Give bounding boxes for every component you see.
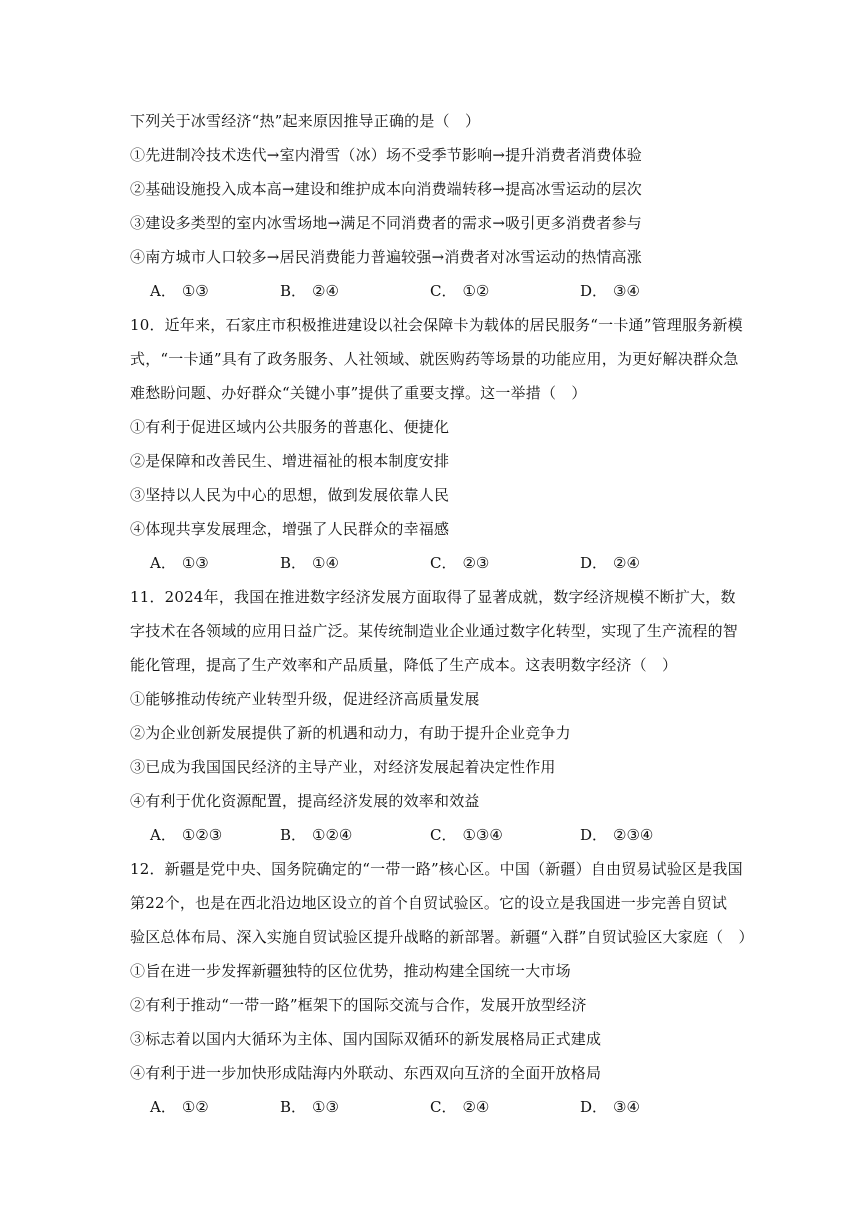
q9-item-4: ④南方城市人口较多→居民消费能力普遍较强→消费者对冰雪运动的热情高涨 [130,248,642,266]
q11-options [150,825,750,845]
q10-item-1: ①有利于促进区域内公共服务的普惠化、便捷化 [130,418,450,436]
q11-option-c: C． ①③④ [430,826,503,844]
q12-item-3: ③标志着以国内大循环为主体、国内国际双循环的新发展格局正式建成 [130,1030,602,1048]
q10-stem-line-2: 式，“一卡通”具有了政务服务、人社领域、就医购药等场景的功能应用，为更好解决群众急 [130,350,739,368]
q12-stem-line-3: 验区总体布局、深入实施自贸试验区提升战略的新部署。新疆“入群”自贸试验区大家庭（ ） [130,928,754,946]
q12-item-1: ①旨在进一步发挥新疆独特的区位优势，推动构建全国统一大市场 [130,962,571,980]
q11-option-a: A． ①②③ [150,826,223,844]
q12-option-d: D． ③④ [580,1098,640,1116]
q11-item-1: ①能够推动传统产业转型升级，促进经济高质量发展 [130,690,480,708]
q10-item-3: ③坚持以人民为中心的思想，做到发展依靠人民 [130,486,450,504]
q9-option-b: B． ②④ [280,282,339,300]
q9-option-c: C． ①② [430,282,490,300]
q9-option-a: A． ①③ [150,282,209,300]
q12-item-2: ②有利于推动“一带一路”框架下的国际交流与合作，发展开放型经济 [130,996,587,1014]
q12-option-a: A． ①② [150,1098,209,1116]
q10-stem-line-3: 难愁盼问题、办好群众“关键小事”提供了重要支撑。这一举措（ ） [130,384,587,402]
q10-option-c: C． ②③ [430,554,490,572]
q9-item-1: ①先进制冷技术迭代→室内滑雪（冰）场不受季节影响→提升消费者消费体验 [130,146,642,164]
q9-stem: 下列关于冰雪经济“热”起来原因推导正确的是（ ） [130,112,481,130]
q12-option-c: C． ②④ [430,1098,490,1116]
q10-option-d: D． ②④ [580,554,640,572]
q11-item-4: ④有利于优化资源配置，提高经济发展的效率和效益 [130,792,480,810]
q9-options [150,281,750,301]
q11-item-2: ②为企业创新发展提供了新的机遇和动力，有助于提升企业竞争力 [130,724,571,742]
q11-stem-line-3: 能化管理，提高了生产效率和产品质量，降低了生产成本。这表明数字经济（ ） [130,656,678,674]
q10-item-2: ②是保障和改善民生、增进福祉的根本制度安排 [130,452,450,470]
q11-stem-line-2: 字技术在各领域的应用日益广泛。某传统制造业企业通过数字化转型，实现了生产流程的智 [130,622,739,640]
q12-stem-line-1: 12．新疆是党中央、国务院确定的“一带一路”核心区。中国（新疆）自由贸易试验区是我国 [130,860,743,878]
q12-option-b: B． ①③ [280,1098,339,1116]
q12-item-4: ④有利于进一步加快形成陆海内外联动、东西双向互济的全面开放格局 [130,1064,602,1082]
q9-option-d: D． ③④ [580,282,640,300]
q11-option-b: B． ①②④ [280,826,353,844]
q11-stem-line-1: 11．2024年，我国在推进数字经济发展方面取得了显著成就，数字经济规模不断扩大，数 [130,588,736,606]
q11-item-3: ③已成为我国国民经济的主导产业，对经济发展起着决定性作用 [130,758,556,776]
q10-stem-line-1: 10．近年来，石家庄市积极推进建设以社会保障卡为载体的居民服务“一卡通”管理服务新模 [130,316,743,334]
q11-option-d: D． ②③④ [580,826,654,844]
q12-options [150,1097,750,1117]
q10-option-b: B． ①④ [280,554,339,572]
q10-option-a: A． ①③ [150,554,209,572]
q10-options [150,553,750,573]
q9-item-2: ②基础设施投入成本高→建设和维护成本向消费端转移→提高冰雪运动的层次 [130,180,642,198]
q10-item-4: ④体现共享发展理念，增强了人民群众的幸福感 [130,520,450,538]
q9-item-3: ③建设多类型的室内冰雪场地→满足不同消费者的需求→吸引更多消费者参与 [130,214,642,232]
q12-stem-line-2: 第22个，也是在西北沿边地区设立的首个自贸试验区。它的设立是我国进一步完善自贸试 [130,894,728,912]
